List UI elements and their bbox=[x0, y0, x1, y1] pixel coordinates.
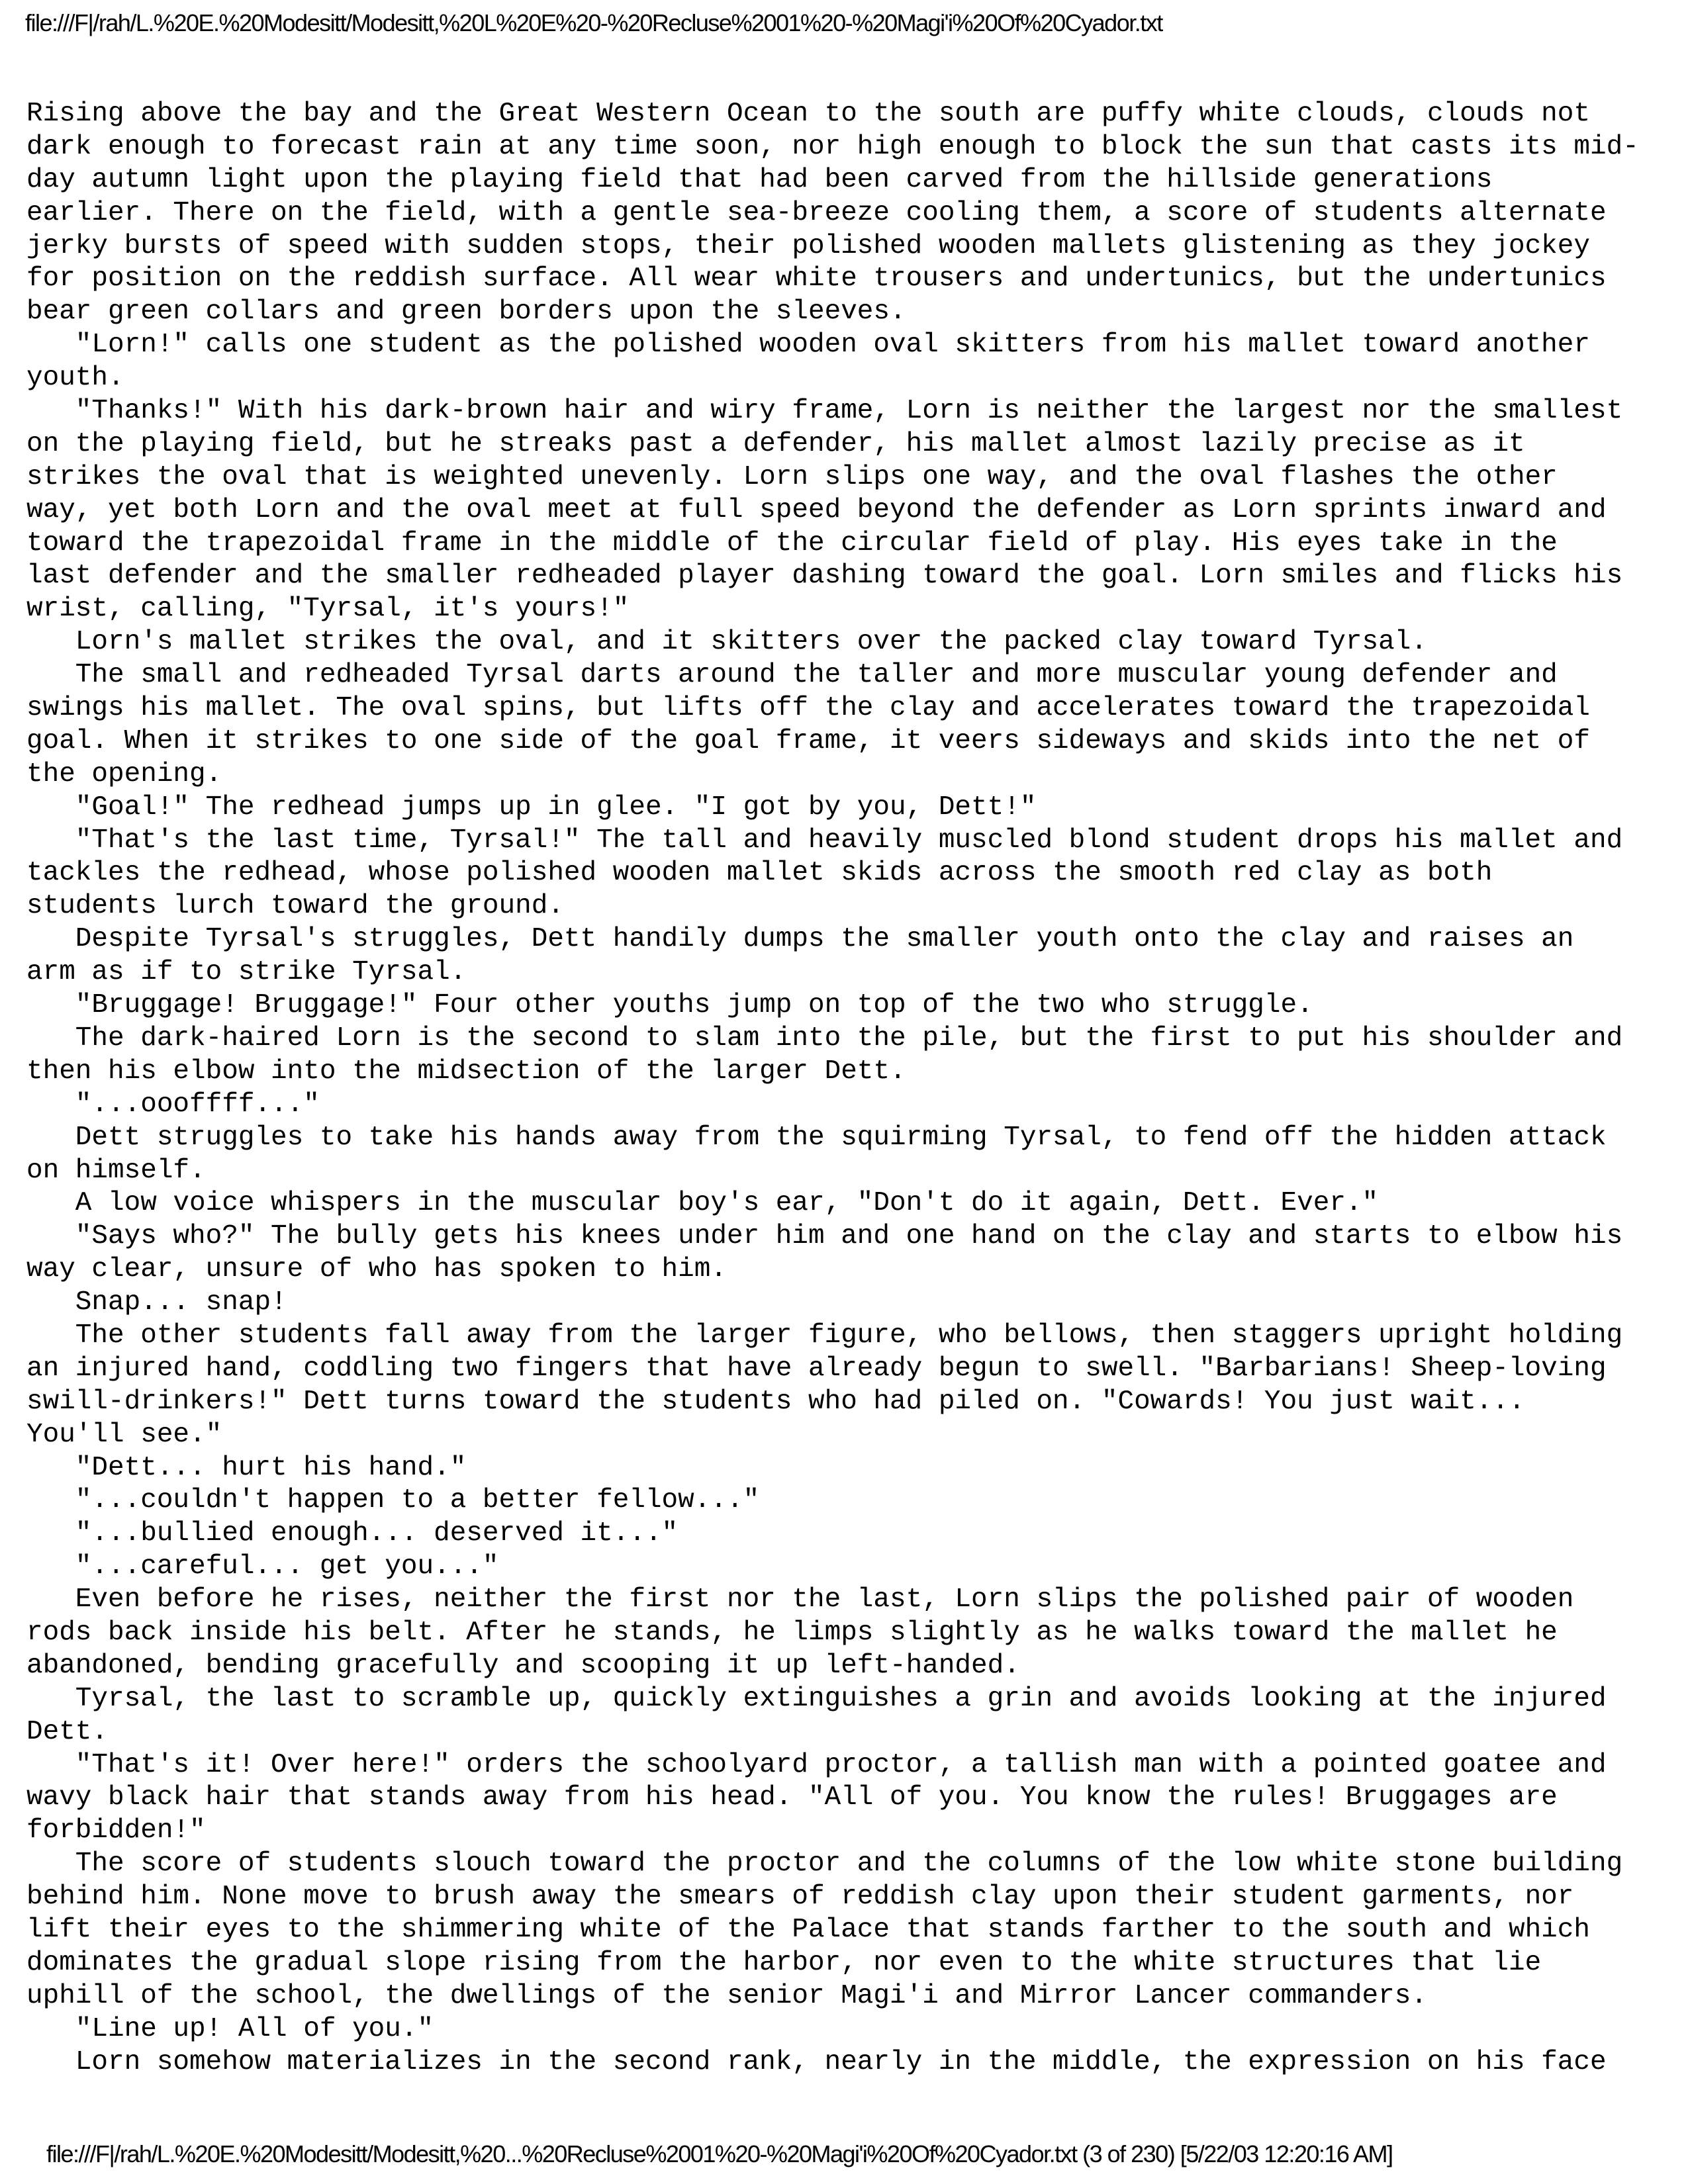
text-line: "That's the last time, Tyrsal!" The tall and heavily muscled blond student drops his mallet and bbox=[26, 825, 1623, 856]
file-path-footer: file:///F|/rah/L.%20E.%20Modesitt/Modesitt,%20...%20Recluse%2001%20-%20Magi'i%20Of%20Cyador.txt (3 of 230) [5/22/03 12:20:16 AM] bbox=[46, 2140, 1393, 2167]
text-line: Dett struggles to take his hands away from the squirming Tyrsal, to fend off the hidden attack bbox=[26, 1122, 1607, 1153]
text-line: "Thanks!" With his dark-brown hair and wiry frame, Lorn is neither the largest nor the smallest bbox=[26, 396, 1623, 427]
text-line: "Says who?" The bully gets his knees under him and one hand on the clay and starts to elbow his bbox=[26, 1221, 1623, 1252]
text-line: youth. bbox=[26, 363, 124, 394]
text-line: strikes the oval that is weighted unevenly. Lorn slips one way, and the oval flashes the other bbox=[26, 461, 1558, 492]
text-line: jerky bursts of speed with sudden stops, their polished wooden mallets glistening as they jockey bbox=[26, 230, 1590, 261]
text-line: Rising above the bay and the Great Western Ocean to the south are puffy white clouds, clouds not bbox=[26, 99, 1590, 129]
text-line: Even before he rises, neither the first nor the last, Lorn slips the polished pair of wooden bbox=[26, 1584, 1574, 1615]
text-line: on himself. bbox=[26, 1155, 206, 1186]
text-line: day autumn light upon the playing field that had been carved from the hillside generations bbox=[26, 164, 1493, 195]
text-line: forbidden!" bbox=[26, 1815, 206, 1846]
text-line: swings his mallet. The oval spins, but lifts off the clay and accelerates toward the trapezoidal bbox=[26, 693, 1590, 724]
text-line: dark enough to forecast rain at any time soon, nor high enough to block the sun that casts its mid- bbox=[26, 131, 1639, 162]
text-line: lift their eyes to the shimmering white of the Palace that stands farther to the south and which bbox=[26, 1914, 1590, 1945]
text-line: goal. When it strikes to one side of the goal frame, it veers sideways and skids into the net of bbox=[26, 725, 1590, 756]
text-line: wavy black hair that stands away from his head. "All of you. You know the rules! Bruggages are bbox=[26, 1782, 1558, 1813]
file-path-header: file:///F|/rah/L.%20E.%20Modesitt/Modesitt,%20L%20E%20-%20Recluse%2001%20-%20Magi'i%20Of%20Cyador.txt bbox=[25, 9, 1162, 36]
text-line: tackles the redhead, whose polished wooden mallet skids across the smooth red clay as both bbox=[26, 858, 1493, 889]
text-line: "...couldn't happen to a better fellow..." bbox=[26, 1485, 760, 1516]
text-line: You'll see." bbox=[26, 1419, 222, 1450]
text-line: abandoned, bending gracefully and scooping it up left-handed. bbox=[26, 1650, 1020, 1681]
text-line: the opening. bbox=[26, 758, 222, 790]
text-line: dominates the gradual slope rising from the harbor, nor even to the white structures that lie bbox=[26, 1947, 1542, 1978]
text-line: way, yet both Lorn and the oval meet at full speed beyond the defender as Lorn sprints inward and bbox=[26, 494, 1607, 525]
text-line: The other students fall away from the larger figure, who bellows, then staggers upright holding bbox=[26, 1320, 1623, 1351]
text-line: then his elbow into the midsection of the larger Dett. bbox=[26, 1056, 906, 1087]
text-line: way clear, unsure of who has spoken to him. bbox=[26, 1254, 727, 1285]
text-line: "...oooffff..." bbox=[26, 1089, 320, 1120]
text-line: earlier. There on the field, with a gentle sea-breeze cooling them, a score of students alternate bbox=[26, 197, 1607, 228]
text-line: Lorn somehow materializes in the second rank, nearly in the middle, the expression on his face bbox=[26, 2046, 1607, 2077]
text-line: bear green collars and green borders upon the sleeves. bbox=[26, 296, 906, 328]
text-line: "...careful... get you..." bbox=[26, 1551, 499, 1582]
text-line: "That's it! Over here!" orders the schoolyard proctor, a tallish man with a pointed goatee and bbox=[26, 1749, 1607, 1780]
text-line: swill-drinkers!" Dett turns toward the students who had piled on. "Cowards! You just wait... bbox=[26, 1386, 1525, 1417]
text-line: "Goal!" The redhead jumps up in glee. "I got by you, Dett!" bbox=[26, 792, 1037, 823]
text-line: wrist, calling, "Tyrsal, it's yours!" bbox=[26, 594, 630, 625]
text-line: Lorn's mallet strikes the oval, and it skitters over the packed clay toward Tyrsal. bbox=[26, 627, 1427, 658]
text-line: students lurch toward the ground. bbox=[26, 891, 564, 922]
text-line: The small and redheaded Tyrsal darts around the taller and more muscular young defender and bbox=[26, 660, 1558, 691]
text-line: Snap... snap! bbox=[26, 1287, 287, 1318]
text-line: toward the trapezoidal frame in the middle of the circular field of play. His eyes take in the bbox=[26, 527, 1558, 559]
text-line: The dark-haired Lorn is the second to slam into the pile, but the first to put his shoulder and bbox=[26, 1023, 1623, 1054]
text-line: arm as if to strike Tyrsal. bbox=[26, 957, 467, 988]
text-line: uphill of the school, the dwellings of the senior Magi'i and Mirror Lancer commanders. bbox=[26, 1980, 1427, 2011]
text-line: "Bruggage! Bruggage!" Four other youths jump on top of the two who struggle. bbox=[26, 990, 1313, 1021]
text-line: on the playing field, but he streaks past a defender, his mallet almost lazily precise as it bbox=[26, 428, 1525, 459]
text-line: "Lorn!" calls one student as the polished wooden oval skitters from his mallet toward another bbox=[26, 330, 1590, 361]
text-line: last defender and the smaller redheaded player dashing toward the goal. Lorn smiles and flicks his bbox=[26, 561, 1623, 592]
document-body bbox=[26, 98, 1668, 2079]
text-line: Tyrsal, the last to scramble up, quickly extinguishes a grin and avoids looking at the injured bbox=[26, 1683, 1607, 1714]
text-line: A low voice whispers in the muscular boy's ear, "Don't do it again, Dett. Ever." bbox=[26, 1188, 1379, 1219]
text-line: for position on the reddish surface. All wear white trousers and undertunics, but the undertunics bbox=[26, 263, 1607, 295]
text-line: an injured hand, coddling two fingers that have already begun to swell. "Barbarians! Sheep-loving bbox=[26, 1353, 1607, 1384]
text-line: The score of students slouch toward the proctor and the columns of the low white stone building bbox=[26, 1848, 1623, 1880]
text-line: behind him. None move to brush away the smears of reddish clay upon their student garments, nor bbox=[26, 1882, 1574, 1913]
text-line: rods back inside his belt. After he stands, he limps slightly as he walks toward the mallet he bbox=[26, 1617, 1558, 1648]
text-line: "Dett... hurt his hand." bbox=[26, 1452, 467, 1483]
text-line: Dett. bbox=[26, 1716, 109, 1747]
text-line: "...bullied enough... deserved it..." bbox=[26, 1518, 679, 1549]
text-line: "Line up! All of you." bbox=[26, 2013, 434, 2044]
text-line: Despite Tyrsal's struggles, Dett handily dumps the smaller youth onto the clay and raises an bbox=[26, 924, 1574, 955]
